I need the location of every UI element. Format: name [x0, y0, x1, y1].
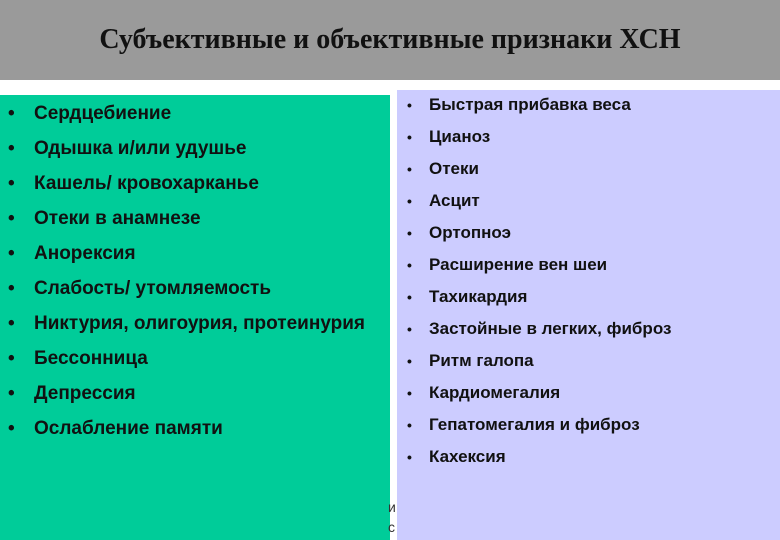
list-item: [0, 101, 384, 126]
bullet-icon: •: [8, 243, 15, 264]
list-item-text: Сердцебиение: [34, 103, 172, 124]
list-item-text: Быстрая прибавка веса: [429, 95, 631, 114]
list-item-text: Анорексия: [34, 243, 136, 264]
list-item: [0, 416, 384, 441]
bullet-icon: •: [407, 225, 412, 241]
list-item-text: Кардиомегалия: [429, 383, 561, 402]
footer-fragment-line: и: [388, 499, 396, 515]
list-item: [397, 222, 776, 244]
list-item: [397, 254, 776, 276]
list-item: [0, 311, 384, 336]
footer-fragment-line: с: [388, 519, 395, 535]
list-item-text: Кахексия: [429, 447, 506, 466]
list-item: [0, 276, 384, 301]
list-item: [397, 382, 776, 404]
list-item-text: Расширение вен шеи: [429, 255, 608, 274]
bullet-icon: •: [407, 353, 412, 369]
subjective-signs-list: [0, 101, 384, 441]
bullet-icon: •: [8, 138, 15, 159]
bullet-icon: •: [407, 385, 412, 401]
list-item: [397, 190, 776, 212]
footer-text-fragment: [388, 497, 400, 537]
list-item-text: Гепатомегалия и фиброз: [429, 415, 640, 434]
list-item-text: Ортопноэ: [429, 223, 511, 242]
bullet-icon: •: [8, 103, 15, 124]
list-item-text: Тахикардия: [429, 287, 528, 306]
list-item-text: Ритм галопа: [429, 351, 534, 370]
bullet-icon: •: [407, 161, 412, 177]
list-item: [397, 350, 776, 372]
bullet-icon: •: [8, 418, 15, 439]
list-item-text: Слабость/ утомляемость: [34, 278, 272, 299]
list-item-text: Одышка и/или удушье: [34, 138, 247, 159]
list-item: [397, 446, 776, 468]
bullet-icon: •: [407, 289, 412, 305]
bullet-icon: •: [407, 449, 412, 465]
objective-signs-panel: [397, 90, 780, 540]
list-item: [397, 318, 776, 340]
bullet-icon: •: [407, 97, 412, 113]
bullet-icon: •: [407, 321, 412, 337]
list-item-text: Отеки в анамнезе: [34, 208, 201, 229]
bullet-icon: •: [8, 278, 15, 299]
list-item: [0, 206, 384, 231]
list-item: [0, 381, 384, 406]
list-item-text: Асцит: [429, 191, 480, 210]
bullet-icon: •: [8, 348, 15, 369]
list-item: [397, 94, 776, 116]
bullet-icon: •: [407, 417, 412, 433]
title-bar: [0, 0, 780, 80]
list-item: [397, 158, 776, 180]
list-item: [397, 414, 776, 436]
list-item: [397, 126, 776, 148]
list-item-text: Ослабление памяти: [34, 418, 223, 439]
bullet-icon: •: [407, 257, 412, 273]
bullet-icon: •: [407, 129, 412, 145]
list-item: [397, 286, 776, 308]
objective-signs-list: [397, 94, 776, 468]
list-item-text: Никтурия, олигоурия, протеинурия: [34, 313, 366, 334]
bullet-icon: •: [407, 193, 412, 209]
subjective-signs-panel: [0, 95, 390, 540]
slide-title: Субъективные и объективные признаки ХСН: [99, 24, 681, 55]
list-item-text: Застойные в легких, фиброз: [429, 319, 672, 338]
list-item: [0, 346, 384, 371]
bullet-icon: •: [8, 208, 15, 229]
list-item-text: Отеки: [429, 159, 479, 178]
bullet-icon: •: [8, 383, 15, 404]
list-item: [0, 241, 384, 266]
bullet-icon: •: [8, 313, 15, 334]
list-item: [0, 136, 384, 161]
list-item-text: Цианоз: [429, 127, 491, 146]
list-item: [0, 171, 384, 196]
list-item-text: Кашель/ кровохарканье: [34, 173, 259, 194]
list-item-text: Депрессия: [34, 383, 136, 404]
list-item-text: Бессонница: [34, 348, 148, 369]
bullet-icon: •: [8, 173, 15, 194]
